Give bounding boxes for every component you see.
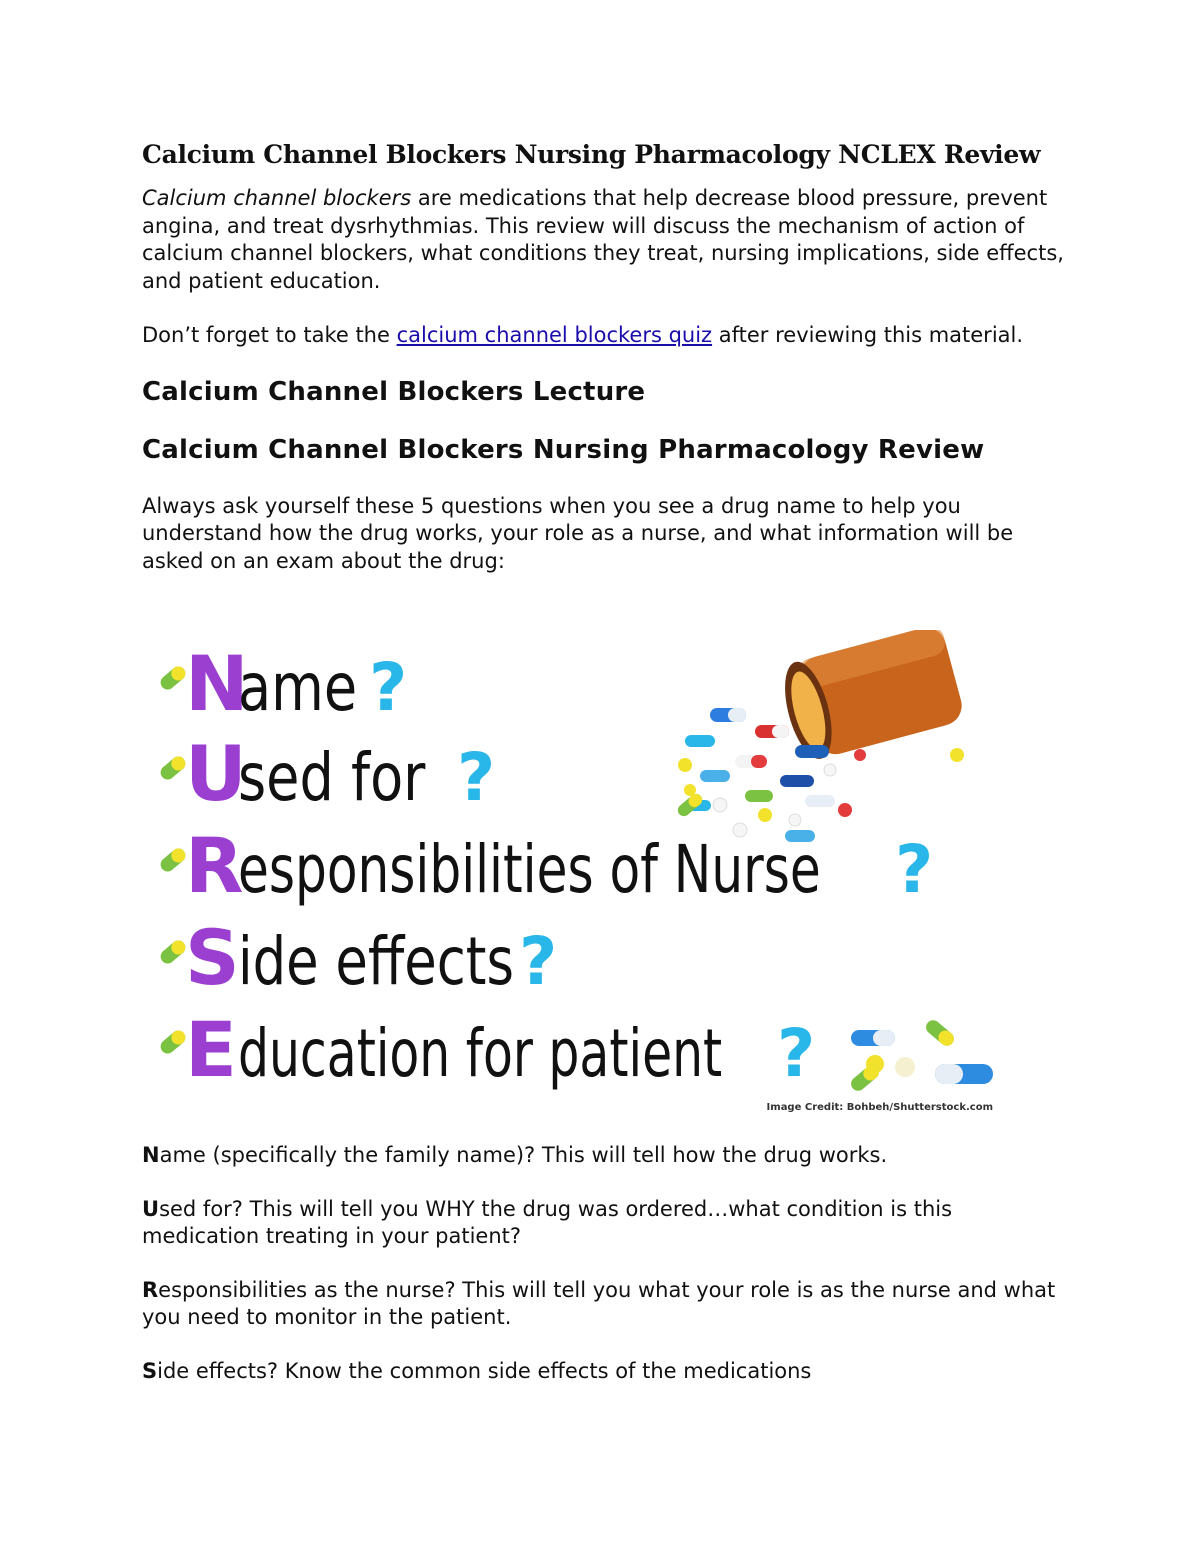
questions-intro: Always ask yourself these 5 questions when you see a drug name to help you understand how the drug works, your role as a nurse, and what information will be asked on an exam about the drug: bbox=[142, 493, 1014, 573]
definition-text: sed for? This will tell you WHY the drug was ordered…what condition is this medication treating in your patient? bbox=[142, 1196, 953, 1248]
definition-text: ide effects? Know the common side effects of the medications bbox=[157, 1358, 812, 1383]
pill-bottle-illustration bbox=[675, 630, 966, 842]
review-heading: Calcium Channel Blockers Nursing Pharmacology Review bbox=[142, 434, 985, 465]
definition-responsibilities bbox=[142, 1277, 1072, 1332]
mnemonic-letter-s: S bbox=[185, 913, 240, 1002]
mnemonic-rest-name: ame bbox=[238, 649, 358, 727]
quiz-link[interactable]: calcium channel blockers quiz bbox=[396, 323, 713, 347]
definition-bold-letter: U bbox=[142, 1196, 160, 1221]
mnemonic-rest-used-for: sed for bbox=[238, 739, 426, 817]
lecture-heading: Calcium Channel Blockers Lecture bbox=[142, 376, 646, 407]
definition-bold-letter: S bbox=[142, 1358, 158, 1383]
definition-text: ame (specifically the family name)? This will tell how the drug works. bbox=[159, 1143, 888, 1167]
document-body bbox=[142, 140, 1072, 602]
definition-used-for bbox=[142, 1196, 1072, 1251]
mnemonic-letter-e: E bbox=[185, 1005, 237, 1094]
definitions-section bbox=[142, 1142, 1072, 1411]
definition-bold-letter: R bbox=[142, 1277, 159, 1302]
mnemonic-item-name bbox=[158, 639, 408, 728]
mnemonic-letter-n: N bbox=[185, 639, 249, 728]
image-credit: Image Credit: Bohbeh/Shutterstock.com bbox=[766, 1102, 993, 1113]
mnemonic-item-used-for bbox=[158, 729, 496, 818]
capsule-cluster-icon bbox=[848, 1017, 993, 1093]
mnemonic-question-4: ? bbox=[519, 923, 558, 1000]
quiz-text-after: after reviewing this material. bbox=[712, 323, 1024, 347]
mnemonic-letter-u: U bbox=[185, 729, 247, 818]
mnemonic-item-responsibilities bbox=[158, 821, 934, 910]
mnemonic-rest-education: ducation for patient bbox=[238, 1014, 723, 1092]
definition-text: esponsibilities as the nurse? This will tell you what your role is as the nurse and what you need to monitor in the patient. bbox=[142, 1277, 1056, 1329]
quiz-text-before: Don’t forget to take the bbox=[142, 323, 397, 347]
nurse-mnemonic-image bbox=[145, 630, 1005, 1120]
mnemonic-question-5: ? bbox=[777, 1015, 816, 1092]
definition-side-effects bbox=[142, 1358, 1072, 1386]
mnemonic-item-side-effects bbox=[158, 913, 558, 1002]
intro-paragraph bbox=[142, 185, 1072, 295]
intro-italic-term: Calcium channel blockers bbox=[142, 186, 412, 210]
mnemonic-question-3: ? bbox=[895, 831, 934, 908]
intro-text: are medications that help decrease blood pressure, prevent angina, and treat dysrhythmias. This review will discuss the mechanism of action of calcium channel blockers, what conditions they treat, nursing implications, side effects, and patient education. bbox=[142, 186, 1064, 293]
quiz-paragraph bbox=[142, 322, 1072, 350]
definition-bold-letter: N bbox=[142, 1143, 160, 1167]
mnemonic-item-education bbox=[158, 1005, 816, 1094]
mnemonic-rest-responsibilities: esponsibilities of Nurse bbox=[238, 831, 821, 908]
mnemonic-question-1: ? bbox=[369, 649, 408, 726]
page-title: Calcium Channel Blockers Nursing Pharmacology NCLEX Review bbox=[142, 140, 1041, 169]
mnemonic-letter-r: R bbox=[185, 821, 244, 910]
mnemonic-rest-side-effects: ide effects bbox=[238, 924, 514, 1001]
definition-name bbox=[142, 1142, 1072, 1170]
mnemonic-question-2: ? bbox=[457, 739, 496, 816]
